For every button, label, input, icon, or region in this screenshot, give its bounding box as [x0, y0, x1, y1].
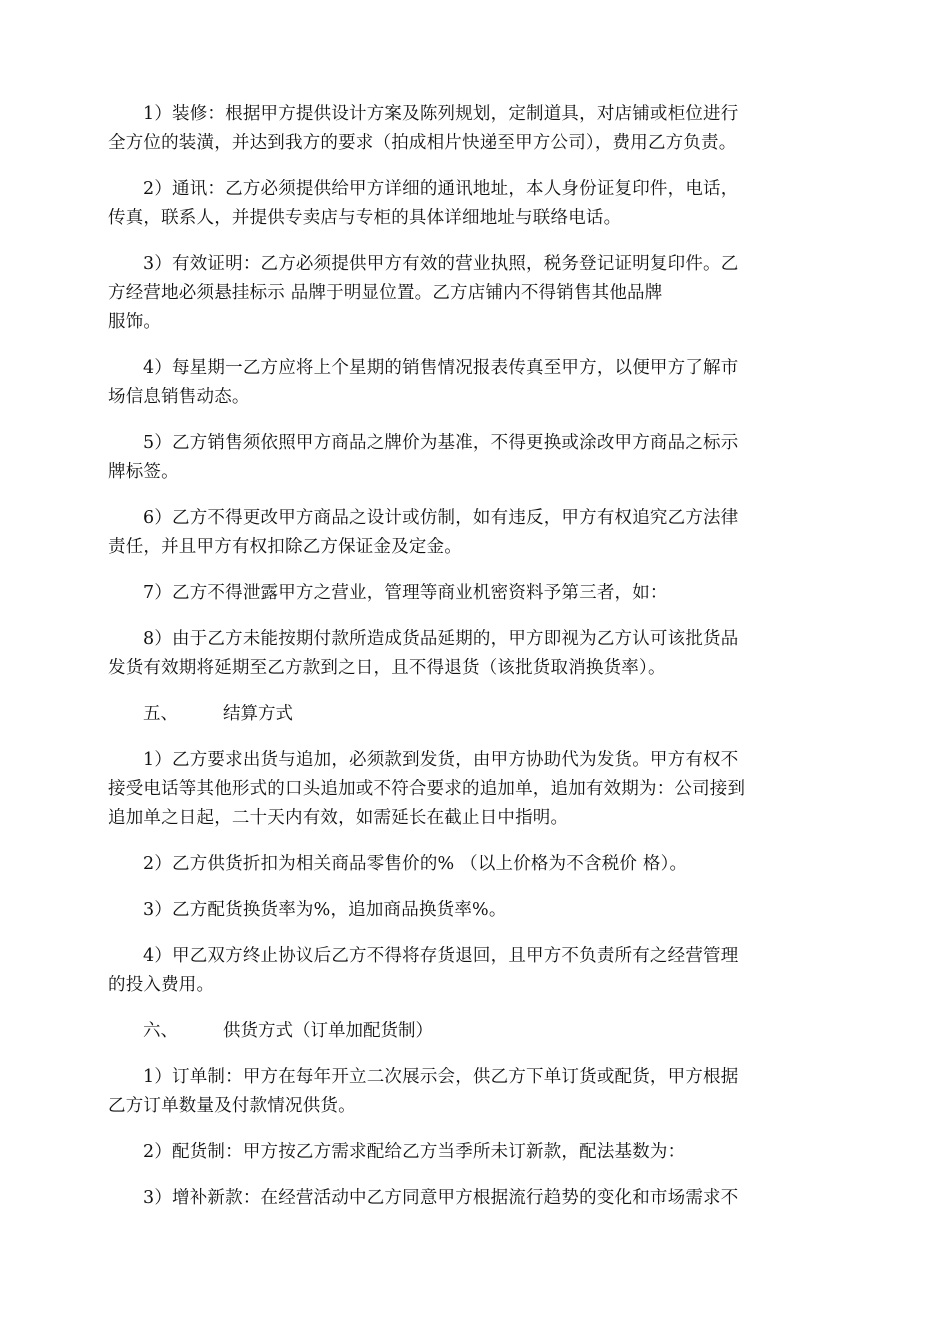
- clause-paragraph: [108, 625, 842, 683]
- paragraph-line: 1）乙方要求出货与追加，必须款到发货，由甲方协助代为发货。甲方有权不: [143, 750, 739, 770]
- clause-paragraph: [108, 175, 842, 233]
- paragraph-line: 3）有效证明：乙方必须提供甲方有效的营业执照，税务登记证明复印件。乙: [143, 254, 739, 274]
- section-heading-supply-method: [108, 1017, 842, 1046]
- paragraph-line: 3）增补新款：在经营活动中乙方同意甲方根据流行趋势的变化和市场需求不: [143, 1188, 739, 1208]
- section-heading-settlement: [108, 700, 842, 729]
- paragraph-line: 责任，并且甲方有权扣除乙方保证金及定金。: [108, 537, 462, 557]
- clause-paragraph: [108, 1138, 842, 1167]
- paragraph-line: 服饰。: [108, 312, 162, 332]
- clause-paragraph: [108, 504, 842, 562]
- section-number: 六、: [143, 1021, 178, 1041]
- clause-paragraph: [108, 896, 842, 925]
- clause-paragraph: [108, 429, 842, 487]
- section-title: 结算方式: [223, 704, 293, 724]
- paragraph-line: 7）乙方不得泄露甲方之营业，管理等商业机密资料予第三者，如：: [143, 583, 668, 603]
- paragraph-line: 8）由于乙方未能按期付款所造成货品延期的，甲方即视为乙方认可该批货品: [143, 629, 739, 649]
- clause-paragraph: [108, 100, 842, 158]
- clause-paragraph: [108, 250, 842, 337]
- paragraph-line: 乙方订单数量及付款情况供货。: [108, 1096, 356, 1116]
- section-title: 供货方式（订单加配货制）: [223, 1021, 433, 1041]
- paragraph-line: 3）乙方配货换货率为%，追加商品换货率%。: [143, 900, 507, 920]
- paragraph-line: 牌标签。: [108, 462, 179, 482]
- paragraph-line: 传真，联系人，并提供专卖店与专柜的具体详细地址与联络电话。: [108, 208, 622, 228]
- paragraph-line: 接受电话等其他形式的口头追加或不符合要求的追加单，追加有效期为：公司接到: [108, 779, 746, 799]
- clause-paragraph: [108, 850, 842, 879]
- paragraph-line: 2）乙方供货折扣为相关商品零售价的% （以上价格为不含税价 格）。: [143, 854, 688, 874]
- clause-paragraph: [108, 746, 842, 833]
- paragraph-line: 场信息销售动态。: [108, 387, 250, 407]
- paragraph-line: 追加单之日起，二十天内有效，如需延长在截止日中指明。: [108, 808, 569, 828]
- paragraph-line: 5）乙方销售须依照甲方商品之牌价为基准，不得更换或涂改甲方商品之标示: [143, 433, 739, 453]
- paragraph-line: 的投入费用。: [108, 975, 215, 995]
- paragraph-line: 2）通讯：乙方必须提供给甲方详细的通讯地址，本人身份证复印件，电话，: [143, 179, 739, 199]
- paragraph-line: 4）甲乙双方终止协议后乙方不得将存货退回，且甲方不负责所有之经营管理: [143, 946, 739, 966]
- paragraph-line: 1）装修：根据甲方提供设计方案及陈列规划，定制道具，对店铺或柜位进行: [143, 104, 739, 124]
- paragraph-line: 1）订单制：甲方在每年开立二次展示会，供乙方下单订货或配货，甲方根据: [143, 1067, 739, 1087]
- clause-paragraph: [108, 942, 842, 1000]
- paragraph-line: 方经营地必须悬挂标示 品牌于明显位置。乙方店铺内不得销售其他品牌: [108, 283, 663, 303]
- clause-paragraph: [108, 1063, 842, 1121]
- section-number: 五、: [143, 704, 178, 724]
- clause-paragraph: [108, 1184, 842, 1213]
- paragraph-line: 全方位的装潢，并达到我方的要求（拍成相片快递至甲方公司），费用乙方负责。: [108, 133, 737, 153]
- clause-paragraph: [108, 354, 842, 412]
- clause-paragraph: [108, 579, 842, 608]
- paragraph-line: 发货有效期将延期至乙方款到之日，且不得退货（该批货取消换货率）。: [108, 658, 666, 678]
- paragraph-line: 2）配货制：甲方按乙方需求配给乙方当季所未订新款，配法基数为：: [143, 1142, 686, 1162]
- paragraph-line: 4）每星期一乙方应将上个星期的销售情况报表传真至甲方，以便甲方了解市: [143, 358, 739, 378]
- paragraph-line: 6）乙方不得更改甲方商品之设计或仿制，如有违反，甲方有权追究乙方法律: [143, 508, 739, 528]
